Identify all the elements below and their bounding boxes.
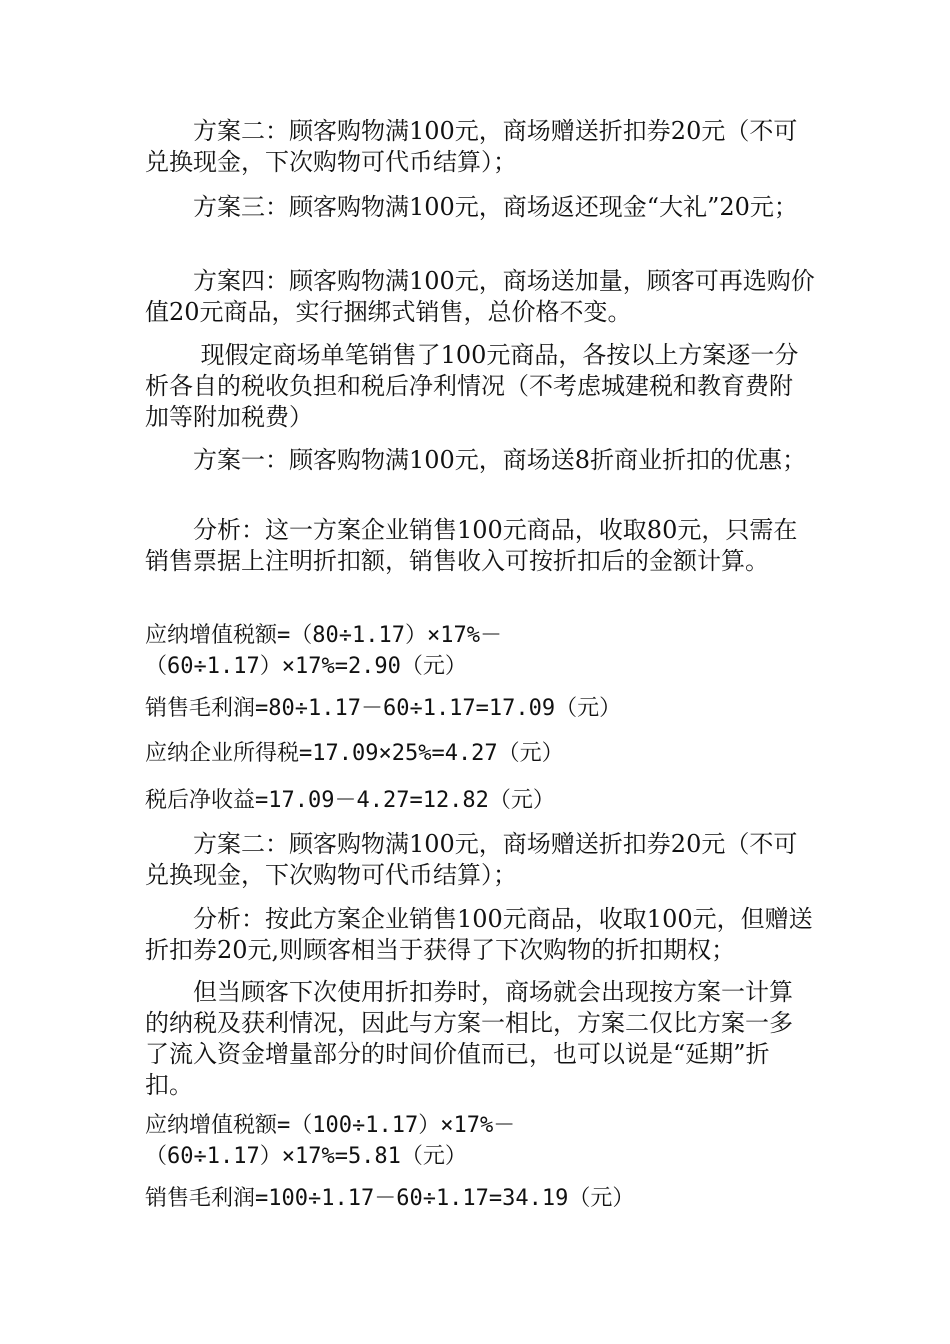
calc-vat-plan-one: 应纳增值税额=（80÷1.17）×17%－ （60÷1.17）×17%=2.90（元）	[145, 623, 502, 679]
paragraph-plan-three: 方案三：顾客购物满100元，商场返还现金“大礼”20元；	[145, 193, 798, 221]
paragraph-analysis-plan-one: 分析：这一方案企业销售100元商品，收取80元，只需在销售票据上注明折扣额，销售收入可按折扣后的金额计算。	[145, 516, 798, 575]
calc-gross-profit-plan-one: 销售毛利润=80÷1.17－60÷1.17=17.09（元）	[145, 696, 622, 721]
calc-vat-plan-two: 应纳增值税额=（100÷1.17）×17%－ （60÷1.17）×17%=5.81（元）	[145, 1113, 516, 1169]
paragraph-plan-two-repeat: 方案二：顾客购物满100元，商场赠送折扣券20元（不可兑换现金，下次购物可代币结算）；	[145, 830, 798, 889]
paragraph-analysis-plan-two: 分析：按此方案企业销售100元商品，收取100元，但赠送折扣券20元,则顾客相当于获得了下次购物的折扣期权；	[145, 905, 813, 964]
paragraph-plan-two: 方案二：顾客购物满100元，商场赠送折扣券20元（不可兑换现金，下次购物可代币结算）；	[145, 117, 798, 176]
paragraph-assumption: 现假定商场单笔销售了100元商品，各按以上方案逐一分析各自的税收负担和税后净利情况（不考虑城建税和教育费附加等附加税费）	[145, 341, 799, 431]
calc-income-tax-plan-one: 应纳企业所得税=17.09×25%=4.27（元）	[145, 741, 564, 766]
paragraph-plan-one: 方案一：顾客购物满100元，商场送8折商业折扣的优惠；	[145, 446, 807, 474]
paragraph-plan-two-comparison: 但当顾客下次使用折扣券时，商场就会出现按方案一计算的纳税及获利情况，因此与方案一相比，方案二仅比方案一多了流入资金增量部分的时间价值而已，也可以说是“延期”折扣。	[145, 978, 793, 1099]
paragraph-plan-four: 方案四：顾客购物满100元，商场送加量，顾客可再选购价值20元商品，实行捆绑式销售，总价格不变。	[145, 267, 815, 326]
calc-net-income-plan-one: 税后净收益=17.09－4.27=12.82（元）	[145, 788, 555, 813]
calc-gross-profit-plan-two: 销售毛利润=100÷1.17－60÷1.17=34.19（元）	[145, 1186, 635, 1211]
